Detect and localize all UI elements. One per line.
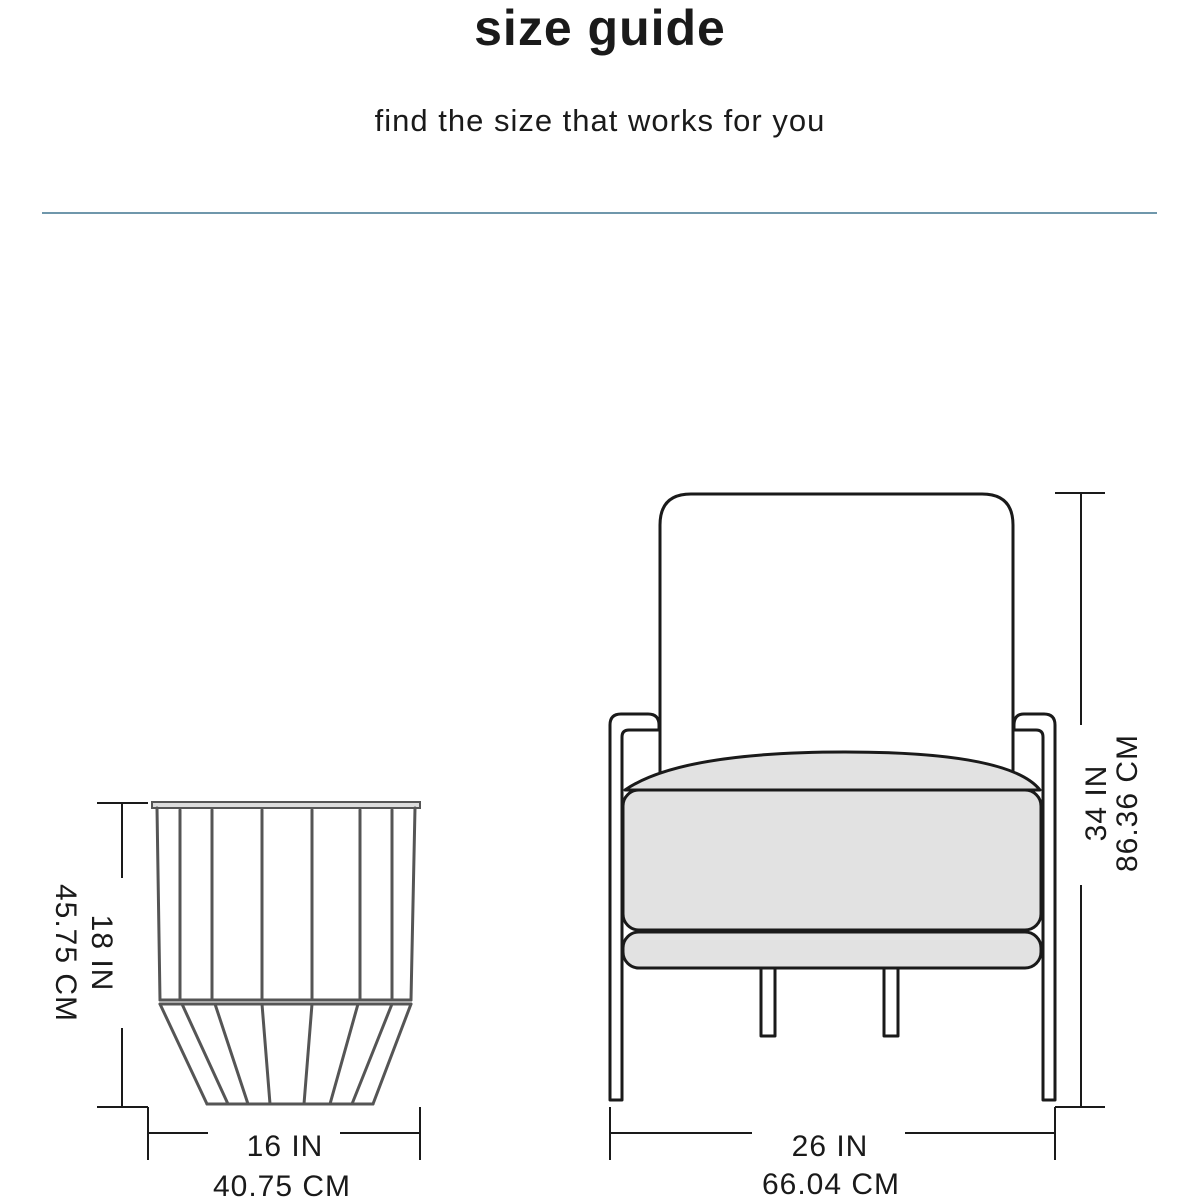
table-top bbox=[152, 802, 420, 808]
table-height-in-label: 18 IN bbox=[85, 914, 118, 992]
chair-width-in-label: 26 IN bbox=[791, 1130, 869, 1163]
chair-seat-cushion bbox=[623, 790, 1041, 930]
side-table-drawing bbox=[152, 802, 420, 1104]
page-subtitle: find the size that works for you bbox=[374, 103, 826, 138]
chair-left-leg bbox=[761, 966, 775, 1036]
page-title: size guide bbox=[474, 0, 726, 56]
chair-base-cushion bbox=[623, 932, 1041, 968]
chair-height-in-label: 34 IN bbox=[1080, 764, 1113, 842]
chair-right-leg bbox=[884, 966, 898, 1036]
table-width-in-label: 16 IN bbox=[246, 1130, 324, 1163]
table-width-cm-label: 40.75 CM bbox=[212, 1170, 352, 1200]
chair-height-cm-label: 86.36 CM bbox=[1111, 733, 1144, 873]
armchair-drawing bbox=[610, 494, 1055, 1100]
chair-back bbox=[660, 494, 1013, 790]
table-height-cm-label: 45.75 CM bbox=[49, 883, 82, 1023]
chair-width-cm-label: 66.04 CM bbox=[761, 1168, 901, 1200]
